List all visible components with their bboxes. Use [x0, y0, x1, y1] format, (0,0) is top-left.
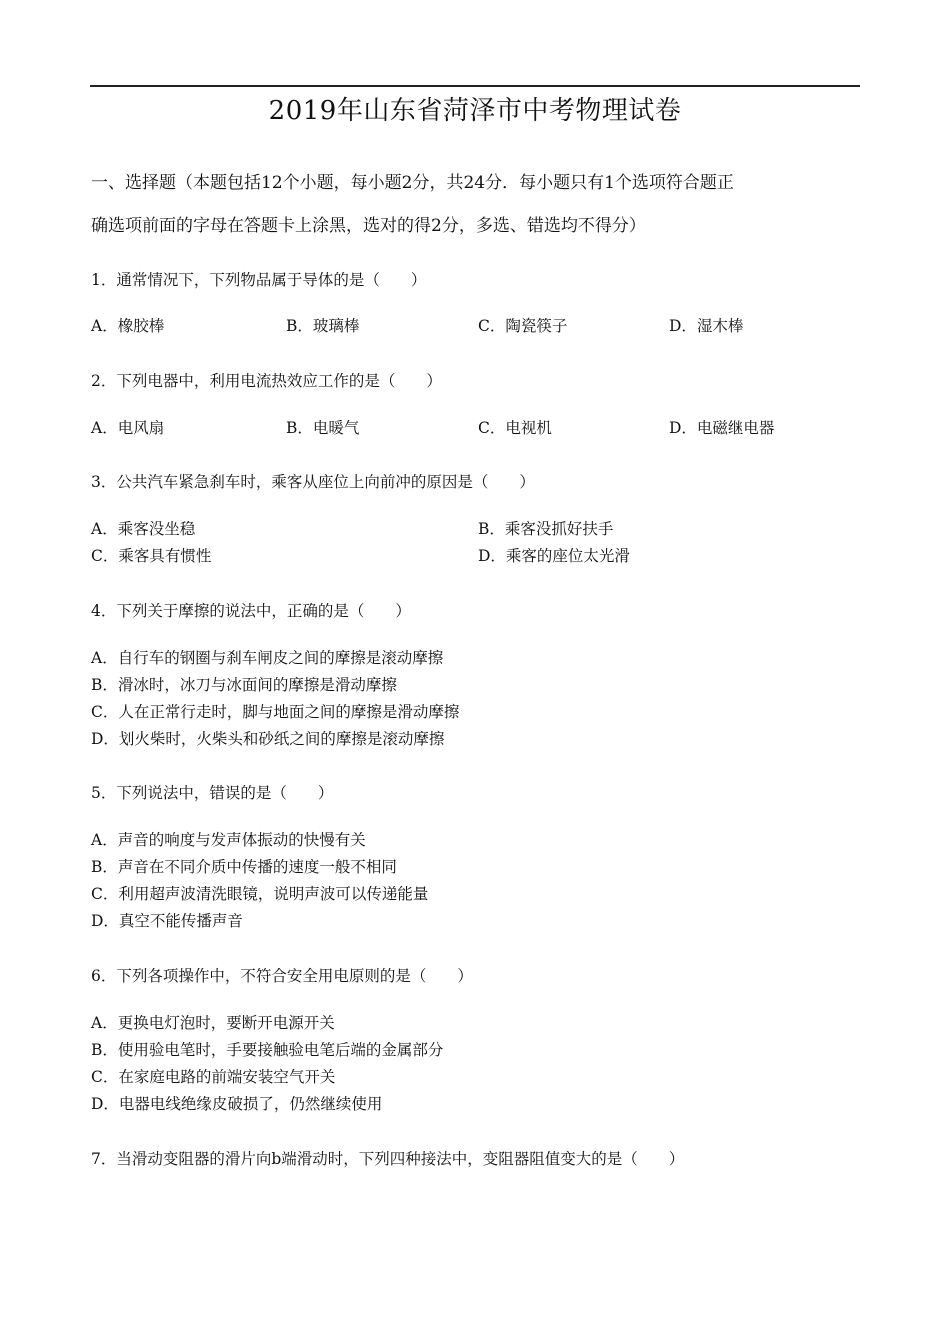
question-6-option-c: C．在家庭电路的前端安装空气开关	[91, 1068, 336, 1086]
section-heading-line-1: 一、选择题（本题包括12个小题，每小题2分，共24分．每小题只有1个选项符合题正	[91, 173, 734, 193]
question-6-option-b: B．使用验电笔时，手要接触验电笔后端的金属部分	[91, 1041, 444, 1059]
question-1-stem: 1．通常情况下，下列物品属于导体的是（ ）	[91, 271, 427, 289]
question-3-option-a: A．乘客没坐稳	[91, 520, 196, 538]
question-7-stem: 7．当滑动变阻器的滑片向b端滑动时，下列四种接法中，变阻器阻值变大的是（ ）	[91, 1150, 685, 1168]
question-5-option-b: B．声音在不同介质中传播的速度一般不相同	[91, 858, 397, 876]
question-5-stem: 5．下列说法中，错误的是（ ）	[91, 784, 334, 802]
page-title: 2019年山东省菏泽市中考物理试卷	[268, 96, 682, 126]
question-1-option-d: D．湿木棒	[669, 317, 744, 335]
question-5-option-c: C．利用超声波清洗眼镜，说明声波可以传递能量	[91, 885, 429, 903]
question-4-option-c: C．人在正常行走时，脚与地面之间的摩擦是滑动摩擦	[91, 703, 460, 721]
question-1-option-a: A．橡胶棒	[91, 317, 165, 335]
question-2-option-b: B．电暖气	[286, 419, 360, 437]
question-4-stem: 4．下列关于摩擦的说法中，正确的是（ ）	[91, 602, 411, 620]
question-3-option-b: B．乘客没抓好扶手	[478, 520, 614, 538]
question-4-option-b: B．滑冰时，冰刀与冰面间的摩擦是滑动摩擦	[91, 676, 397, 694]
question-2-option-d: D．电磁继电器	[669, 419, 775, 437]
section-heading-line-2: 确选项前面的字母在答题卡上涂黑，选对的得2分，多选、错选均不得分）	[91, 216, 646, 236]
question-3-stem: 3．公共汽车紧急刹车时，乘客从座位上向前冲的原因是（ ）	[91, 473, 535, 491]
question-5-option-a: A．声音的响度与发声体振动的快慢有关	[91, 831, 366, 849]
question-6-option-a: A．更换电灯泡时，要断开电源开关	[91, 1014, 335, 1032]
question-4-option-a: A．自行车的钢圈与刹车闸皮之间的摩擦是滚动摩擦	[91, 649, 444, 667]
question-2-option-a: A．电风扇	[91, 419, 165, 437]
question-4-option-d: D．划火柴时，火柴头和砂纸之间的摩擦是滚动摩擦	[91, 730, 445, 748]
question-3-option-c: C．乘客具有惯性	[91, 547, 212, 565]
top-rule-divider	[90, 85, 860, 87]
question-3-option-d: D．乘客的座位太光滑	[478, 547, 630, 565]
question-1-option-b: B．玻璃棒	[286, 317, 360, 335]
question-1-option-c: C．陶瓷筷子	[478, 317, 568, 335]
question-6-stem: 6．下列各项操作中，不符合安全用电原则的是（ ）	[91, 967, 473, 985]
question-2-option-c: C．电视机	[478, 419, 552, 437]
question-5-option-d: D．真空不能传播声音	[91, 912, 243, 930]
question-6-option-d: D．电器电线绝缘皮破损了，仍然继续使用	[91, 1095, 383, 1113]
question-2-stem: 2．下列电器中，利用电流热效应工作的是（ ）	[91, 372, 442, 390]
